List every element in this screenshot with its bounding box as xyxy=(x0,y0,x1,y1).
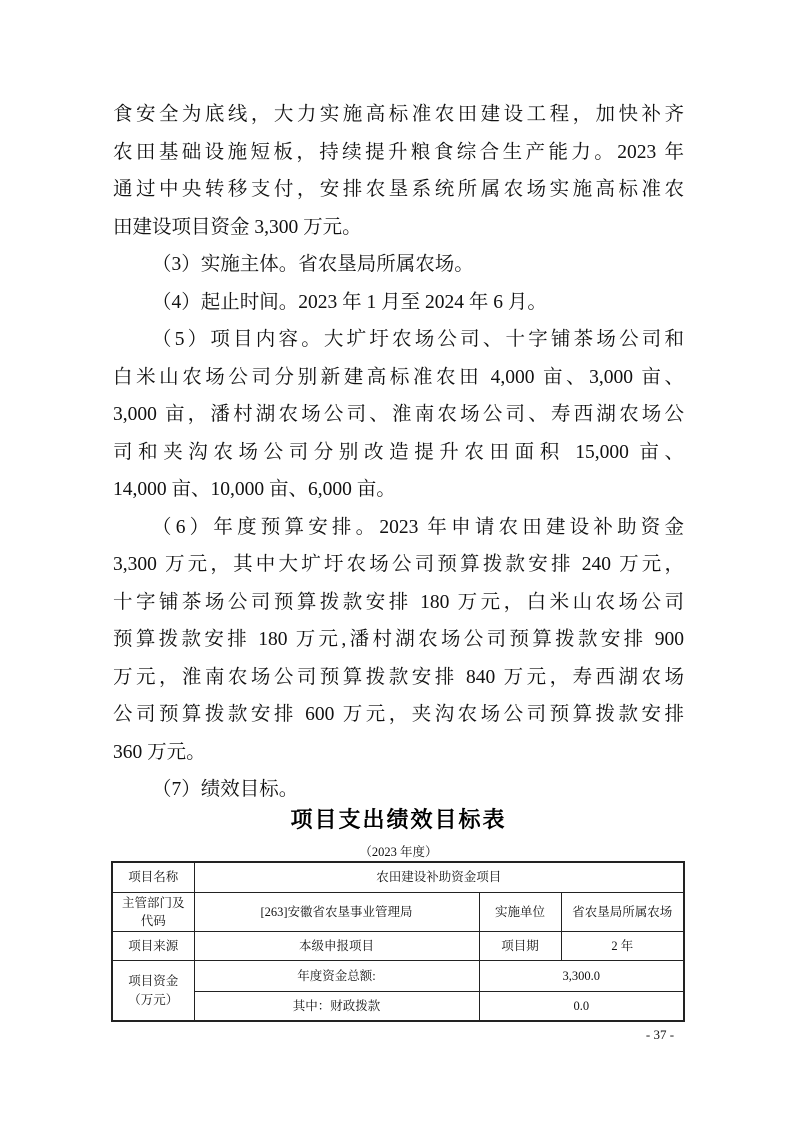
body-line: （7）绩效目标。 xyxy=(152,779,299,800)
source-label: 项目来源 xyxy=(112,931,194,960)
body-line: （4）起止时间。2023 年 1 月至 2024 年 6 月。 xyxy=(152,291,547,313)
source-value: 本级申报项目 xyxy=(194,931,479,960)
funds-label: 项目资金（万元） xyxy=(112,960,194,1021)
period-label: 项目期 xyxy=(479,931,561,960)
table-row xyxy=(112,892,684,931)
impl-unit-label: 实施单位 xyxy=(479,892,561,931)
table-row xyxy=(112,960,684,991)
department-label: 主管部门及代码 xyxy=(112,892,194,931)
body-line: 公司预算拨款安排 600 万元，夹沟农场公司预算拨款安排 xyxy=(113,704,684,725)
period-value: 2 年 xyxy=(561,931,684,960)
project-name-value: 农田建设补助资金项目 xyxy=(194,862,684,892)
body-line: 农田基础设施短板，持续提升粮食综合生产能力。2023 年 xyxy=(113,141,684,163)
body-line: 十字铺茶场公司预算拨款安排 180 万元，白米山农场公司 xyxy=(113,591,684,613)
annual-total-value: 3,300.0 xyxy=(479,960,684,991)
body-line: （5）项目内容。大圹圩农场公司、十字铺茶场公司和 xyxy=(152,329,684,350)
body-line: 田建设项目资金 3,300 万元。 xyxy=(113,216,362,238)
body-line: 白米山农场公司分别新建高标准农田 4,000 亩、3,000 亩、 xyxy=(113,366,684,388)
body-line: 司和夹沟农场公司分别改造提升农田面积 15,000 亩、 xyxy=(113,441,684,463)
body-line: 预算拨款安排 180 万元,潘村湖农场公司预算拨款安排 900 xyxy=(113,629,684,650)
fiscal-appropriation-value: 0.0 xyxy=(479,991,684,1021)
body-line: 食安全为底线，大力实施高标准农田建设工程，加快补齐 xyxy=(113,104,684,125)
body-line: 360 万元。 xyxy=(113,741,206,763)
performance-target-table xyxy=(111,861,685,1022)
project-name-label: 项目名称 xyxy=(112,862,194,892)
body-text xyxy=(113,96,684,809)
body-line: （6）年度预算安排。2023 年申请农田建设补助资金 xyxy=(152,516,684,538)
table-title: 项目支出绩效目标表 xyxy=(290,807,507,832)
table-row xyxy=(112,862,684,892)
table-subtitle: （2023 年度） xyxy=(359,845,438,859)
body-line: 通过中央转移支付，安排农垦系统所属农场实施高标准农 xyxy=(113,179,684,200)
body-line: （3）实施主体。省农垦局所属农场。 xyxy=(152,254,474,275)
impl-unit-value: 省农垦局所属农场 xyxy=(561,892,684,931)
fiscal-appropriation-label: 其中：财政拨款 xyxy=(194,991,479,1021)
department-value: [263]安徽省农垦事业管理局 xyxy=(194,892,479,931)
page-number: - 37 - xyxy=(645,1027,675,1042)
annual-total-label: 年度资金总额: xyxy=(194,960,479,991)
body-line: 14,000 亩、10,000 亩、6,000 亩。 xyxy=(113,479,396,500)
table-row xyxy=(112,931,684,960)
body-line: 万元，淮南农场公司预算拨款安排 840 万元，寿西湖农场 xyxy=(113,666,684,688)
body-line: 3,300 万元，其中大圹圩农场公司预算拨款安排 240 万元， xyxy=(113,554,684,575)
table-row xyxy=(112,991,684,1021)
body-line: 3,000 亩，潘村湖农场公司、淮南农场公司、寿西湖农场公 xyxy=(113,404,684,425)
